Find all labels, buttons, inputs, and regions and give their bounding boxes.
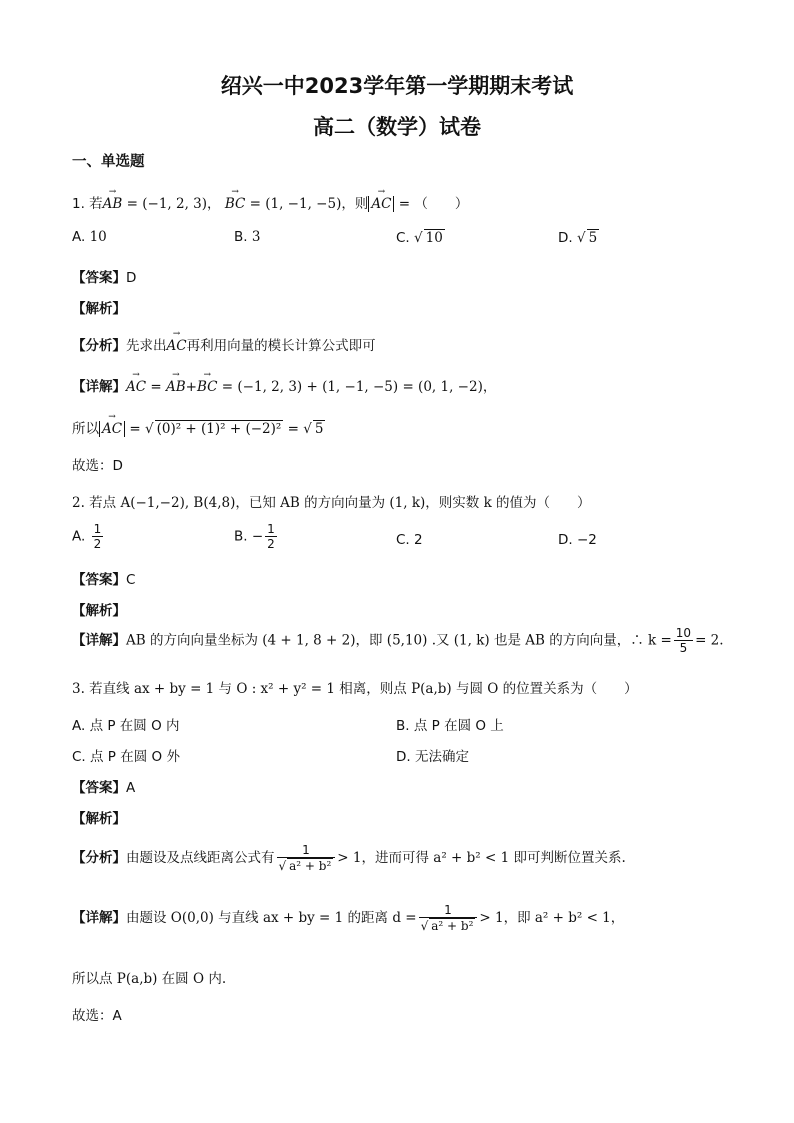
q3-fenxi: 【分析】由题设及点线距离公式有 1 √ a² + b² > 1，进而可得 a² + b² < 1 即可判断位置关系.: [72, 843, 626, 873]
q3-option-d: D. 无法确定: [396, 749, 469, 765]
q2-stem: 2. 若点 A(−1,−2), B(4,8)，已知 AB 的方向向量为 (1, k)，则实数 k 的值为（ ）: [72, 495, 591, 511]
q3-choice: 故选：A: [72, 1008, 122, 1024]
q3-option-b: B. 点 P 在圆 O 上: [396, 718, 504, 734]
q3-option-a: A. 点 P 在圆 O 内: [72, 718, 180, 734]
q2-option-d: D. −2: [558, 532, 597, 548]
q1-analysis-label: 【解析】: [72, 301, 126, 317]
q1-option-c: C. √ 10: [396, 229, 445, 246]
q1-blank: （ ）: [414, 196, 469, 212]
q3-analysis-label: 【解析】: [72, 811, 126, 827]
q1-detail: 【详解】→ AC = → AB+→ BC = (−1, 2, 3) + (1, −1, −5) = (0, 1, −2)，: [72, 375, 496, 395]
q3-answer: 【答案】A: [72, 780, 136, 796]
exam-subtitle: 高二（数学）试卷: [313, 115, 481, 139]
q2-option-c: C. 2: [396, 532, 423, 548]
q1-fenxi: 【分析】先求出→ AC再利用向量的模长计算公式即可: [72, 334, 376, 354]
q2-option-b: B. − $\frac{1}{2}$: [234, 522, 275, 551]
q3-option-c: C. 点 P 在圆 O 外: [72, 749, 180, 765]
q1-stem: [72, 192, 468, 212]
section-heading: 一、单选题: [72, 154, 145, 170]
q1-bc-value: = (1, −1, −5): [249, 196, 342, 212]
q3-stem: 3. 若直线 ax + by = 1 与 O : x² + y² = 1 相离，则点 P(a,b) 与圆 O 的位置关系为（ ）: [72, 681, 638, 697]
sqrt-symbol: [577, 230, 586, 246]
q1-option-d: D. √ 5: [558, 229, 599, 246]
q3-therefore: 所以点 P(a,b) 在圆 O 内.: [72, 971, 227, 987]
q1-eq: =: [398, 196, 411, 212]
q1-therefore: 所以→ AC = √ (0)² + (1)² + (−2)² = √ 5: [72, 417, 325, 437]
q1-then: ，则: [341, 196, 369, 212]
q1-option-a: A. 10: [72, 229, 107, 245]
q1-choice: 故选：D: [72, 458, 123, 474]
q2-analysis-label: 【解析】: [72, 603, 126, 619]
vector-ac: → AC: [371, 196, 391, 212]
q2-option-a: A. $\frac{1}{2}$: [72, 522, 102, 551]
sqrt-symbol: [414, 230, 423, 246]
q1-answer: 【答案】D: [72, 270, 137, 286]
q1-prefix: 1. 若: [72, 196, 103, 212]
q3-detail: 【详解】由题设 O(0,0) 与直线 ax + by = 1 的距离 d = 1 √ a² + b² > 1，即 a² + b² < 1，: [72, 903, 624, 933]
vector-bc: → BC: [225, 196, 246, 212]
exam-title: 绍兴一中2023学年第一学期期末考试: [220, 74, 574, 98]
q1-option-b: B. 3: [234, 229, 261, 245]
vector-ab: → AB: [103, 196, 123, 212]
q2-detail: 【详解】AB 的方向向量坐标为 (4 + 1, 8 + 2)，即 (5,10) .又 (1, k) 也是 AB 的方向向量，∴ k = $\frac{10}{5}$ = 2.: [72, 626, 724, 655]
q2-answer: 【答案】C: [72, 572, 136, 588]
q1-sep: ，: [207, 196, 221, 212]
q1-ab-value: = (−1, 2, 3): [126, 196, 208, 212]
